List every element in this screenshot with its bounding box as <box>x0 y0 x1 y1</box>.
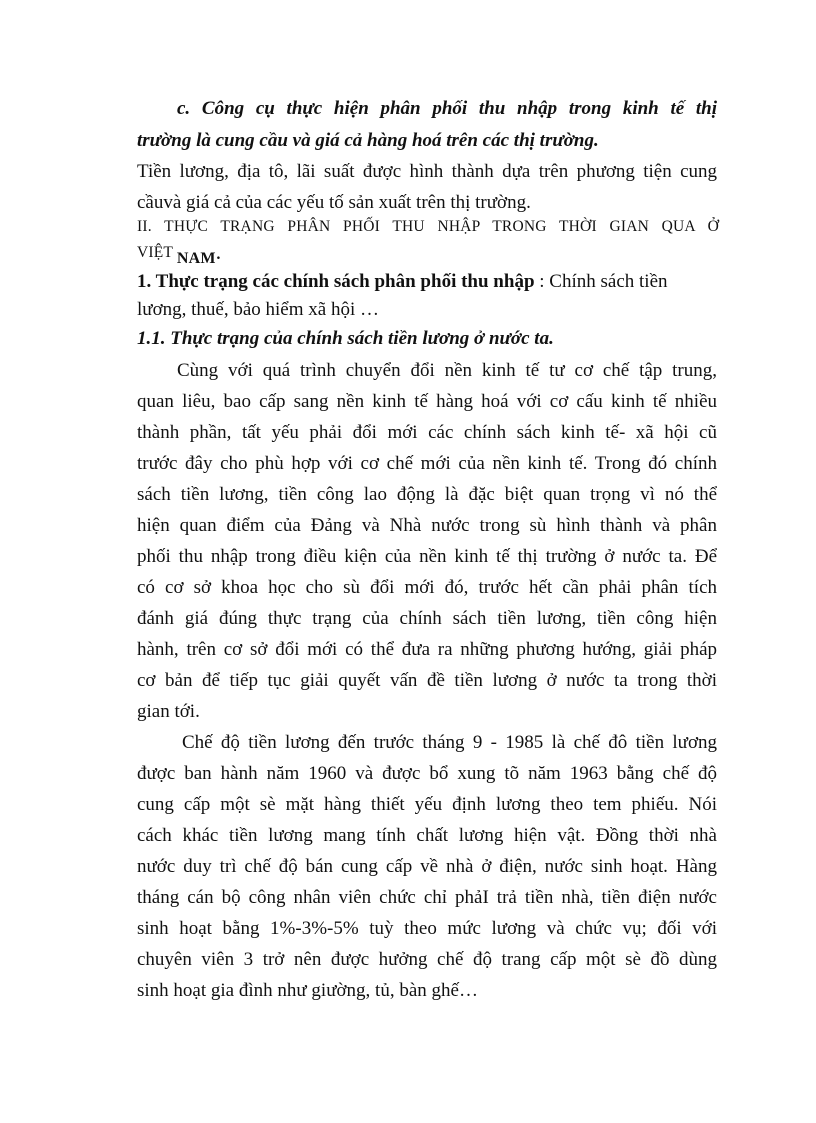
paragraph-2-line-7: sinh hoạt bằng 1%-3%-5% tuỳ theo mức lương và chức vụ; đối với <box>137 918 717 939</box>
paragraph-2-line-3: cung cấp một sè mặt hàng thiết yếu định lương theo tem phiếu. Nói <box>137 794 717 815</box>
paragraph-1-line-11: cơ bản để tiếp tục giải quyết vấn đề tiền lương ở nước ta trong thời <box>137 670 717 691</box>
section-1-line-1 <box>137 270 717 294</box>
para-c-line-2: cầuvà giá cả của các yếu tố sản xuất trên thị trường. <box>137 192 531 213</box>
paragraph-1-line-7: phối thu nhập trong điều kiện của nền kinh tế thị trường ở nước ta. Để <box>137 546 717 567</box>
paragraph-2-line-9: sinh hoạt gia đình như giường, tủ, bàn ghế… <box>137 980 478 1001</box>
paragraph-2-line-6: tháng cán bộ công nhân viên chức chỉ phảI trả tiền nhà, tiền điện nước <box>137 887 717 908</box>
section-ii-line-2 <box>137 241 717 265</box>
paragraph-1-line-9: đánh giá đúng thực trạng của chính sách tiền lương, tiền công hiện <box>137 608 717 629</box>
section-1-rest: : Chính sách tiền <box>539 271 668 292</box>
paragraph-1-line-12: gian tới. <box>137 701 200 722</box>
paragraph-2-line-1: Chế độ tiền lương đến trước tháng 9 - 1985 là chế đô tiền lương <box>182 732 717 753</box>
paragraph-1-line-1: Cùng với quá trình chuyển đổi nền kinh tế tư cơ chế tập trung, <box>177 360 717 381</box>
paragraph-2-line-4: cách khác tiền lương mang tính chất lương hiện vật. Đồng thời nhà <box>137 825 717 846</box>
paragraph-2-line-5: nước duy trì chế độ bán cung cấp về nhà ở điện, nước sinh hoạt. Hàng <box>137 856 717 877</box>
paragraph-2-line-8: chuyên viên 3 trở nên được hưởng chế độ trang cấp một sè đồ dùng <box>137 949 717 970</box>
heading-c-line-2: trường là cung cầu và giá cả hàng hoá trên các thị trường. <box>137 130 599 151</box>
paragraph-1-line-2: quan liêu, bao cấp sang nền kinh tế hàng hoá với cơ cấu kinh tế nhiều <box>137 391 717 412</box>
section-ii-viet: VIỆT <box>137 244 173 261</box>
section-ii-nam: NAM· <box>176 250 222 267</box>
section-1-line-2: lương, thuế, bảo hiểm xã hội … <box>137 299 379 320</box>
section-1-1-title: 1.1. Thực trạng của chính sách tiền lương ở nước ta. <box>137 328 554 349</box>
paragraph-1-line-5: sách tiền lương, tiền công lao động là đặc biệt quan trọng vì nó thể <box>137 484 717 505</box>
paragraph-1-line-10: hành, trên cơ sở đổi mới có thể đưa ra những phương hướng, giải pháp <box>137 639 717 660</box>
para-c-line-1: Tiền lương, địa tô, lãi suất được hình thành dựa trên phương tiện cung <box>137 161 717 182</box>
section-ii-line-1: II. THỰC TRẠNG PHÂN PHỐI THU NHẬP TRONG THỜI GIAN QUA Ở <box>137 218 719 235</box>
paragraph-1-line-4: trước đây cho phù hợp với cơ chế mới của nền kinh tế. Trong đó chính <box>137 453 717 474</box>
section-1-title: 1. Thực trạng các chính sách phân phối thu nhập <box>137 271 535 292</box>
paragraph-1-line-8: có cơ sở khoa học cho sù đổi mới đó, trước hết cần phải phân tích <box>137 577 717 598</box>
heading-c-line-1: c. Công cụ thực hiện phân phối thu nhập trong kinh tế thị <box>177 98 717 119</box>
paragraph-1-line-3: thành phần, tất yếu phải đổi mới các chính sách kinh tế- xã hội cũ <box>137 422 717 443</box>
paragraph-1-line-6: hiện quan điểm của Đảng và Nhà nước trong sù hình thành và phân <box>137 515 717 536</box>
paragraph-2-line-2: được ban hành năm 1960 và được bổ xung tõ năm 1963 bằng chế độ <box>137 763 717 784</box>
